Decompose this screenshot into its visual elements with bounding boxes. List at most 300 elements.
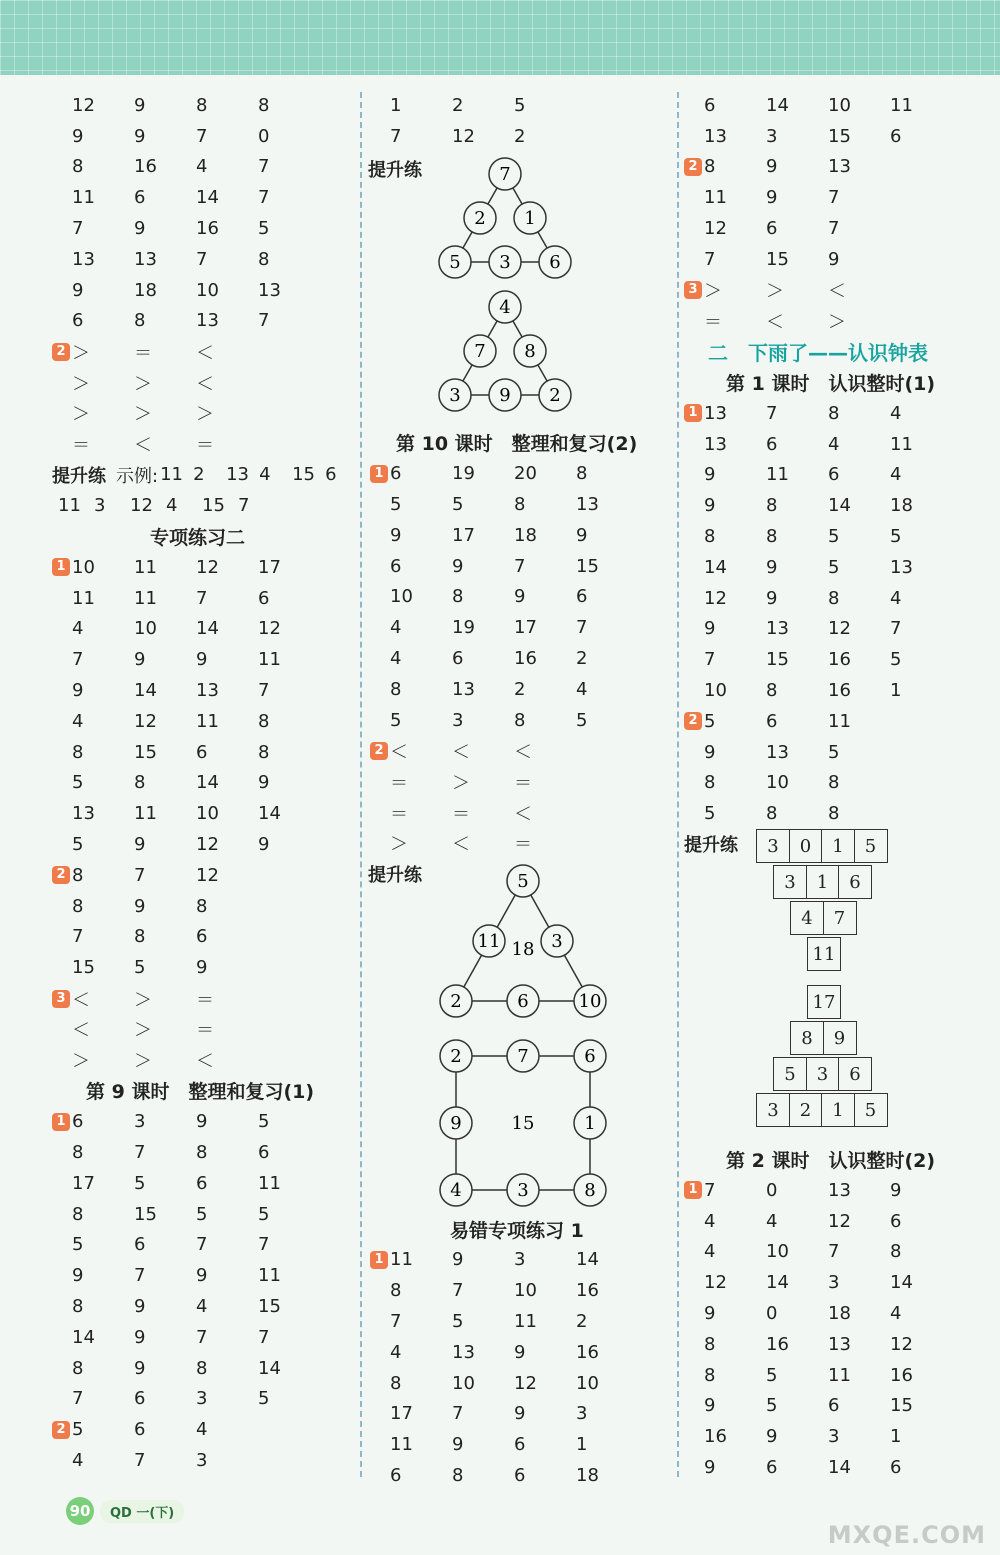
comparison-answer: ＝: [72, 435, 90, 457]
answer-answer: 0: [258, 125, 270, 147]
comparison-answer: ＜: [196, 342, 214, 364]
triangle-1-number: 1: [524, 207, 536, 229]
triangle-square-puzzles: [432, 859, 672, 1214]
lesson1-q1-answer: 8: [704, 526, 716, 548]
q2-answer: 6: [766, 218, 778, 240]
lesson2-q1-answer: 8: [890, 1241, 902, 1263]
answer-answer: 11: [890, 94, 913, 116]
lesson9-q1-answer: 11: [258, 1172, 281, 1194]
lesson10-q2-answer: ＜: [452, 741, 470, 763]
lesson10-q1-answer: 19: [452, 463, 475, 485]
lesson9-q2-answer: 4: [196, 1419, 208, 1441]
sec2-q1-answer: 7: [196, 587, 208, 609]
square-number: 3: [517, 1179, 529, 1201]
lesson1-q1-answer: 6: [766, 433, 778, 455]
big-triangle-number: 5: [517, 870, 529, 892]
q2-answer: 12: [704, 218, 727, 240]
triangle-puzzles: [434, 152, 604, 428]
lesson9-q1-answer: 14: [72, 1326, 95, 1348]
big-triangle-number: 10: [578, 990, 602, 1012]
column-3: [684, 90, 952, 1483]
sec2-q2-answer: 8: [72, 864, 84, 886]
yicuo-q1-row: [370, 1399, 638, 1430]
lesson9-q1-row: [52, 1229, 358, 1260]
answer-answer: 8: [134, 310, 146, 332]
pyramid-row: [773, 1057, 871, 1091]
comparison-answer: ＞: [72, 342, 90, 364]
lesson10-q1-answer: 2: [576, 648, 588, 670]
pyramid-cell: 2: [789, 1093, 823, 1127]
lesson10-q2-answer: ＜: [390, 741, 408, 763]
lesson1-q1-answer: 5: [828, 526, 840, 548]
yicuo-q1-answer: 9: [514, 1341, 526, 1363]
answer-answer: 14: [196, 187, 219, 209]
lesson10-q1-answer: 8: [390, 678, 402, 700]
lesson9-q1-answer: 7: [196, 1326, 208, 1348]
sec2-q1-answer: 8: [258, 741, 270, 763]
sec2-q1-row: [52, 552, 358, 583]
lesson9-q1-row: [52, 1291, 358, 1322]
lesson1-q1-row: [684, 429, 952, 460]
yicuo-q1-answer: 11: [390, 1249, 413, 1271]
sec2-q3-row: [52, 983, 358, 1014]
lesson2-q1-row: [684, 1206, 952, 1237]
lesson2-q1-answer: 1: [890, 1426, 902, 1448]
question-number-marker: 2: [684, 158, 702, 176]
lesson9-q1-answer: 8: [72, 1141, 84, 1163]
lesson9-q2-answer: 3: [196, 1449, 208, 1471]
lesson9-q1-answer: 9: [72, 1265, 84, 1287]
lesson10-q1-row: [370, 458, 638, 489]
comparison-row: [52, 398, 358, 429]
big-triangle-number: 11: [477, 930, 501, 952]
sec2-q2-answer: 7: [134, 864, 146, 886]
answer-answer: 6: [134, 187, 146, 209]
lesson1-q2-row: [684, 737, 952, 768]
lesson1-q1-row: [684, 644, 952, 675]
lesson1-q1-answer: 9: [704, 495, 716, 517]
lesson9-q1-answer: 9: [134, 1357, 146, 1379]
section-title-zhuanxiang-2: 专项练习二: [150, 527, 246, 550]
sec2-q1-answer: 9: [196, 649, 208, 671]
lesson2-q1-row: [684, 1237, 952, 1268]
sec2-q1-row: [52, 583, 358, 614]
lesson9-q1-answer: 8: [72, 1357, 84, 1379]
pyramid-cell: 5: [773, 1057, 807, 1091]
sec2-q1-answer: 6: [196, 741, 208, 763]
comparison-row: [52, 336, 358, 367]
lesson10-q1-answer: 8: [514, 494, 526, 516]
triangle-2-number: 3: [449, 384, 461, 406]
yicuo-q1-answer: 8: [390, 1280, 402, 1302]
lesson10-q1-answer: 8: [576, 463, 588, 485]
yicuo-q1-answer: 7: [390, 1311, 402, 1333]
pyramid-cell: 9: [823, 1021, 857, 1055]
answer-answer: 5: [514, 94, 526, 116]
triangle-2-number: 9: [499, 384, 511, 406]
answer-answer: 12: [452, 125, 475, 147]
lesson9-q1-answer: 7: [134, 1141, 146, 1163]
lesson1-q1-answer: 10: [704, 680, 727, 702]
sec2-q1-row: [52, 675, 358, 706]
sec2-q3-row: [52, 1045, 358, 1076]
sec2-q3-answer: ＞: [134, 1020, 152, 1042]
lesson9-q1-answer: 6: [134, 1388, 146, 1410]
lesson10-q1-answer: 16: [514, 648, 537, 670]
example-number: 6: [325, 464, 337, 486]
sec2-q3-answer: ＜: [72, 989, 90, 1011]
sec2-q1-answer: 7: [72, 649, 84, 671]
answer-answer: 13: [72, 248, 95, 270]
sec2-q1-row: [52, 614, 358, 645]
lesson1-q2-answer: 8: [704, 772, 716, 794]
sec2-q1-answer: 14: [196, 618, 219, 640]
big-triangle-number: 6: [517, 990, 529, 1012]
lesson1-q1-answer: 8: [766, 680, 778, 702]
chapter-title: 二 下雨了——认识钟表: [708, 341, 928, 366]
pyramid-cell: 6: [838, 1057, 872, 1091]
question-number-marker: 1: [52, 1113, 70, 1131]
lesson2-q1-answer: 10: [766, 1241, 789, 1263]
lesson10-q2-answer: ＞: [452, 772, 470, 794]
lesson9-q1-answer: 5: [196, 1203, 208, 1225]
lesson10-q1-answer: 13: [576, 494, 599, 516]
lesson10-q1-answer: 4: [390, 617, 402, 639]
sec2-q1-answer: 17: [258, 556, 281, 578]
example-number: 4: [166, 495, 178, 517]
column-1: [52, 90, 358, 1476]
lesson10-q1-answer: 8: [514, 709, 526, 731]
pyramid-cell: 3: [756, 1093, 790, 1127]
triangle-1-number: 7: [499, 163, 511, 185]
lesson9-q1-row: [52, 1322, 358, 1353]
lesson9-q1-answer: 3: [134, 1111, 146, 1133]
lesson2-q1-answer: 7: [828, 1241, 840, 1263]
sec2-q1-answer: 5: [72, 834, 84, 856]
lesson9-q1-answer: 7: [196, 1234, 208, 1256]
sec2-q1-answer: 11: [258, 649, 281, 671]
lesson10-q2-row: [370, 766, 638, 797]
sec2-q1-answer: 9: [134, 834, 146, 856]
answer-answer: 13: [704, 125, 727, 147]
lesson9-q1-answer: 9: [196, 1265, 208, 1287]
answer-answer: 7: [258, 156, 270, 178]
yicuo-q1-answer: 3: [514, 1249, 526, 1271]
lesson-2-title: 第 2 课时 认识整时(2): [726, 1150, 936, 1173]
lesson1-q1-row: [684, 460, 952, 491]
lesson9-q2-row: [52, 1445, 358, 1476]
lesson1-q1-answer: 16: [828, 680, 851, 702]
comparison-answer: ＞: [134, 373, 152, 395]
lesson10-q1-answer: 7: [514, 555, 526, 577]
lesson10-q1-answer: 9: [452, 555, 464, 577]
example-number: 11: [58, 495, 81, 517]
q3-comparison-answer: ＞: [704, 281, 722, 303]
yicuo-q1-answer: 9: [452, 1249, 464, 1271]
lesson9-q1-answer: 5: [134, 1172, 146, 1194]
answer-answer: 13: [134, 248, 157, 270]
answer-answer: 13: [196, 310, 219, 332]
big-triangle-number: 3: [551, 930, 563, 952]
lesson1-q2-answer: 8: [828, 803, 840, 825]
page-number: 90: [66, 1497, 94, 1525]
yicuo-q1-answer: 13: [452, 1341, 475, 1363]
sec2-q1-answer: 11: [134, 587, 157, 609]
square-number: 6: [584, 1045, 596, 1067]
yicuo-q1-row: [370, 1460, 638, 1491]
sec2-q1-answer: 11: [196, 710, 219, 732]
tisheng-pyramids: [684, 829, 952, 1144]
triangle-1-number: 3: [499, 251, 511, 273]
lesson1-q2-row: [684, 768, 952, 799]
comparison-answer: ＝: [196, 435, 214, 457]
lesson10-q1-answer: 13: [452, 678, 475, 700]
lesson9-q1-row: [52, 1137, 358, 1168]
q3-comparison-answer: ＞: [828, 311, 846, 333]
sec2-q1-answer: 10: [134, 618, 157, 640]
q2-answer: 11: [704, 187, 727, 209]
sec2-q1-row: [52, 829, 358, 860]
answer-answer: 3: [766, 125, 778, 147]
yicuo-q1-answer: 6: [514, 1434, 526, 1456]
q3-comparison-row: [684, 275, 952, 306]
watermark: MXQE.COM: [827, 1521, 986, 1549]
tisheng-label-2: 提升练: [368, 864, 422, 886]
triangle-2-number: 8: [524, 340, 536, 362]
lesson9-q1-row: [52, 1199, 358, 1230]
lesson2-q1-row: [684, 1175, 952, 1206]
sec2-q2-answer: 8: [196, 895, 208, 917]
yicuo-title: 易错专项练习 1: [450, 1219, 584, 1242]
lesson1-q1-row: [684, 552, 952, 583]
sec2-q1-answer: 12: [258, 618, 281, 640]
sec2-q2-row: [52, 891, 358, 922]
lesson1-q1-row: [684, 675, 952, 706]
lesson2-q1-answer: 4: [704, 1210, 716, 1232]
example-number: 7: [238, 495, 250, 517]
sec2-q1-answer: 15: [134, 741, 157, 763]
question-number-marker: 1: [370, 1251, 388, 1269]
lesson2-q1-answer: 6: [890, 1456, 902, 1478]
comparison-answer: ＜: [134, 435, 152, 457]
lesson2-q1-answer: 14: [828, 1456, 851, 1478]
inverted-pyramid-row: [756, 829, 886, 863]
lesson1-q2-answer: 11: [828, 710, 851, 732]
yicuo-q1-row: [370, 1429, 638, 1460]
lesson1-q2-answer: 8: [766, 803, 778, 825]
answer-answer: 7: [196, 248, 208, 270]
answer-answer: 14: [766, 94, 789, 116]
lesson9-q1-answer: 9: [134, 1326, 146, 1348]
lesson1-q2-answer: 10: [766, 772, 789, 794]
pyramid-cell: 3: [806, 1057, 840, 1091]
lesson9-q2-answer: 4: [72, 1449, 84, 1471]
lesson1-q1-answer: 7: [704, 649, 716, 671]
lesson9-q1-answer: 8: [196, 1357, 208, 1379]
lesson-10-title: 第 10 课时 整理和复习(2): [396, 433, 638, 456]
sec2-q1-answer: 8: [134, 772, 146, 794]
lesson2-q1-row: [684, 1329, 952, 1360]
lesson10-q2-answer: ＝: [452, 803, 470, 825]
lesson10-q1-row: [370, 489, 638, 520]
lesson2-q1-row: [684, 1421, 952, 1452]
lesson9-q1-answer: 17: [72, 1172, 95, 1194]
pyramid-row: [756, 1093, 886, 1127]
sec2-q1-row: [52, 768, 358, 799]
lesson1-q1-answer: 8: [828, 587, 840, 609]
lesson1-q2-answer: 5: [828, 741, 840, 763]
lesson1-q2-answer: 5: [704, 803, 716, 825]
column-divider-1: [360, 92, 362, 1477]
lesson1-q1-row: [684, 614, 952, 645]
lesson2-q1-answer: 12: [828, 1210, 851, 1232]
answer-row: [52, 121, 358, 152]
yicuo-q1-row: [370, 1337, 638, 1368]
answer-answer: 7: [390, 125, 402, 147]
lesson1-q1-answer: 9: [766, 587, 778, 609]
lesson10-q1-answer: 5: [452, 494, 464, 516]
answer-answer: 10: [828, 94, 851, 116]
inverted-pyramid-row: [773, 865, 871, 899]
lesson9-q1-answer: 11: [258, 1265, 281, 1287]
book-tag: QD 一(下): [100, 1500, 184, 1523]
lesson10-q1-row: [370, 705, 638, 736]
lesson9-q1-answer: 9: [196, 1111, 208, 1133]
lesson10-q1-row: [370, 582, 638, 613]
lesson2-q1-answer: 4: [890, 1303, 902, 1324]
lesson9-q1-row: [52, 1353, 358, 1384]
lesson1-q1-answer: 8: [766, 495, 778, 517]
lesson1-q1-answer: 9: [766, 556, 778, 578]
lesson1-q1-answer: 9: [704, 464, 716, 486]
sec2-q2-row: [52, 952, 358, 983]
comparison-answer: ＜: [196, 373, 214, 395]
question-number-marker: 2: [370, 742, 388, 760]
question-number-marker: 1: [684, 404, 702, 422]
yicuo-q1-answer: 7: [452, 1280, 464, 1302]
lesson9-q2-answer: 5: [72, 1419, 84, 1441]
lesson1-q1-answer: 12: [704, 587, 727, 609]
lesson10-q1-answer: 9: [390, 524, 402, 546]
lesson10-q2-answer: ＜: [452, 834, 470, 856]
answer-row: [684, 121, 952, 152]
lesson9-q1-answer: 6: [72, 1111, 84, 1133]
lesson2-q1-answer: 6: [890, 1210, 902, 1232]
sec2-q1-answer: 12: [196, 556, 219, 578]
lesson1-q1-answer: 4: [890, 402, 902, 424]
answer-answer: 9: [72, 279, 84, 301]
answer-row: [52, 152, 358, 183]
lesson10-q2-row: [370, 828, 638, 859]
lesson1-q2-row: [684, 706, 952, 737]
q3-comparison-answer: ＝: [704, 311, 722, 333]
lesson2-q1-answer: 16: [890, 1364, 913, 1386]
square-number: 9: [450, 1112, 462, 1134]
sec2-q2-answer: 15: [72, 957, 95, 979]
lesson10-q1-answer: 8: [452, 586, 464, 608]
lesson1-q1-answer: 11: [890, 433, 913, 455]
inverted-pyramid-cell: 0: [789, 829, 823, 863]
inverted-pyramid-row: [790, 901, 855, 935]
question-number-marker: 2: [684, 712, 702, 730]
q2-answer: 13: [828, 156, 851, 178]
yicuo-q1-answer: 3: [576, 1403, 588, 1425]
lesson10-q2-answer: ＜: [514, 741, 532, 763]
lesson1-q2-answer: 8: [828, 772, 840, 794]
q2-answer: 7: [828, 187, 840, 209]
sec2-q3-answer: ＞: [134, 1051, 152, 1073]
lesson1-q2-answer: 6: [766, 710, 778, 732]
triangle-1-number: 5: [449, 251, 461, 273]
lesson9-q1-answer: 5: [72, 1234, 84, 1256]
yicuo-q1-answer: 5: [452, 1311, 464, 1333]
pyramid-row: [807, 985, 840, 1019]
inverted-pyramid-cell: 1: [806, 865, 840, 899]
lesson10-q1-answer: 9: [576, 524, 588, 546]
lesson10-q1-answer: 20: [514, 463, 537, 485]
answer-answer: 8: [258, 248, 270, 270]
pyramid-row: [790, 1021, 855, 1055]
answer-answer: 9: [134, 125, 146, 147]
sec2-q1-answer: 9: [134, 649, 146, 671]
lesson1-q2-answer: 5: [704, 710, 716, 732]
inverted-pyramid-row: [807, 937, 840, 971]
lesson9-q1-answer: 5: [258, 1111, 270, 1133]
lesson1-q1-row: [684, 521, 952, 552]
lesson9-q2-answer: 6: [134, 1419, 146, 1441]
sec2-q1-answer: 12: [196, 834, 219, 856]
q2-answer: 7: [704, 248, 716, 270]
yicuo-q1-answer: 9: [514, 1403, 526, 1425]
sec2-q1-answer: 14: [134, 680, 157, 702]
lesson10-q1-answer: 5: [390, 709, 402, 731]
lesson1-q1-row: [684, 398, 952, 429]
answer-answer: 2: [514, 125, 526, 147]
yicuo-q1-answer: 10: [452, 1372, 475, 1394]
lesson10-q1-answer: 5: [390, 494, 402, 516]
lesson2-q1-answer: 15: [890, 1395, 913, 1417]
lesson10-q2-row: [370, 797, 638, 828]
yicuo-q1-answer: 8: [390, 1372, 402, 1394]
answer-row: [52, 306, 358, 337]
lesson2-q1-answer: 4: [766, 1210, 778, 1232]
sec2-q1-answer: 13: [72, 803, 95, 825]
lesson1-q1-answer: 12: [828, 618, 851, 640]
sec2-q1-row: [52, 798, 358, 829]
sec2-q2-answer: 8: [72, 895, 84, 917]
lesson10-q1-row: [370, 551, 638, 582]
answer-answer: 9: [72, 125, 84, 147]
lesson1-q1-answer: 8: [828, 402, 840, 424]
yicuo-q1-answer: 10: [576, 1372, 599, 1394]
lesson-1-title: 第 1 课时 认识整时(1): [726, 373, 936, 396]
lesson9-q1-answer: 5: [258, 1203, 270, 1225]
sec2-q1-row: [52, 706, 358, 737]
yicuo-q1-answer: 2: [576, 1311, 588, 1333]
sec2-q3-answer: ＜: [196, 1051, 214, 1073]
example-row-2: [52, 490, 358, 521]
sec2-q1-answer: 8: [258, 710, 270, 732]
question-number-marker: 2: [52, 343, 70, 361]
lesson2-q1-answer: 18: [828, 1303, 851, 1324]
lesson1-q2-row: [684, 798, 952, 829]
top-decorative-band: [0, 0, 1000, 75]
sec2-q1-answer: 14: [196, 772, 219, 794]
answer-answer: 15: [828, 125, 851, 147]
sec2-q1-answer: 5: [72, 772, 84, 794]
lesson1-q2-answer: 13: [766, 741, 789, 763]
sec2-q1-answer: 12: [134, 710, 157, 732]
